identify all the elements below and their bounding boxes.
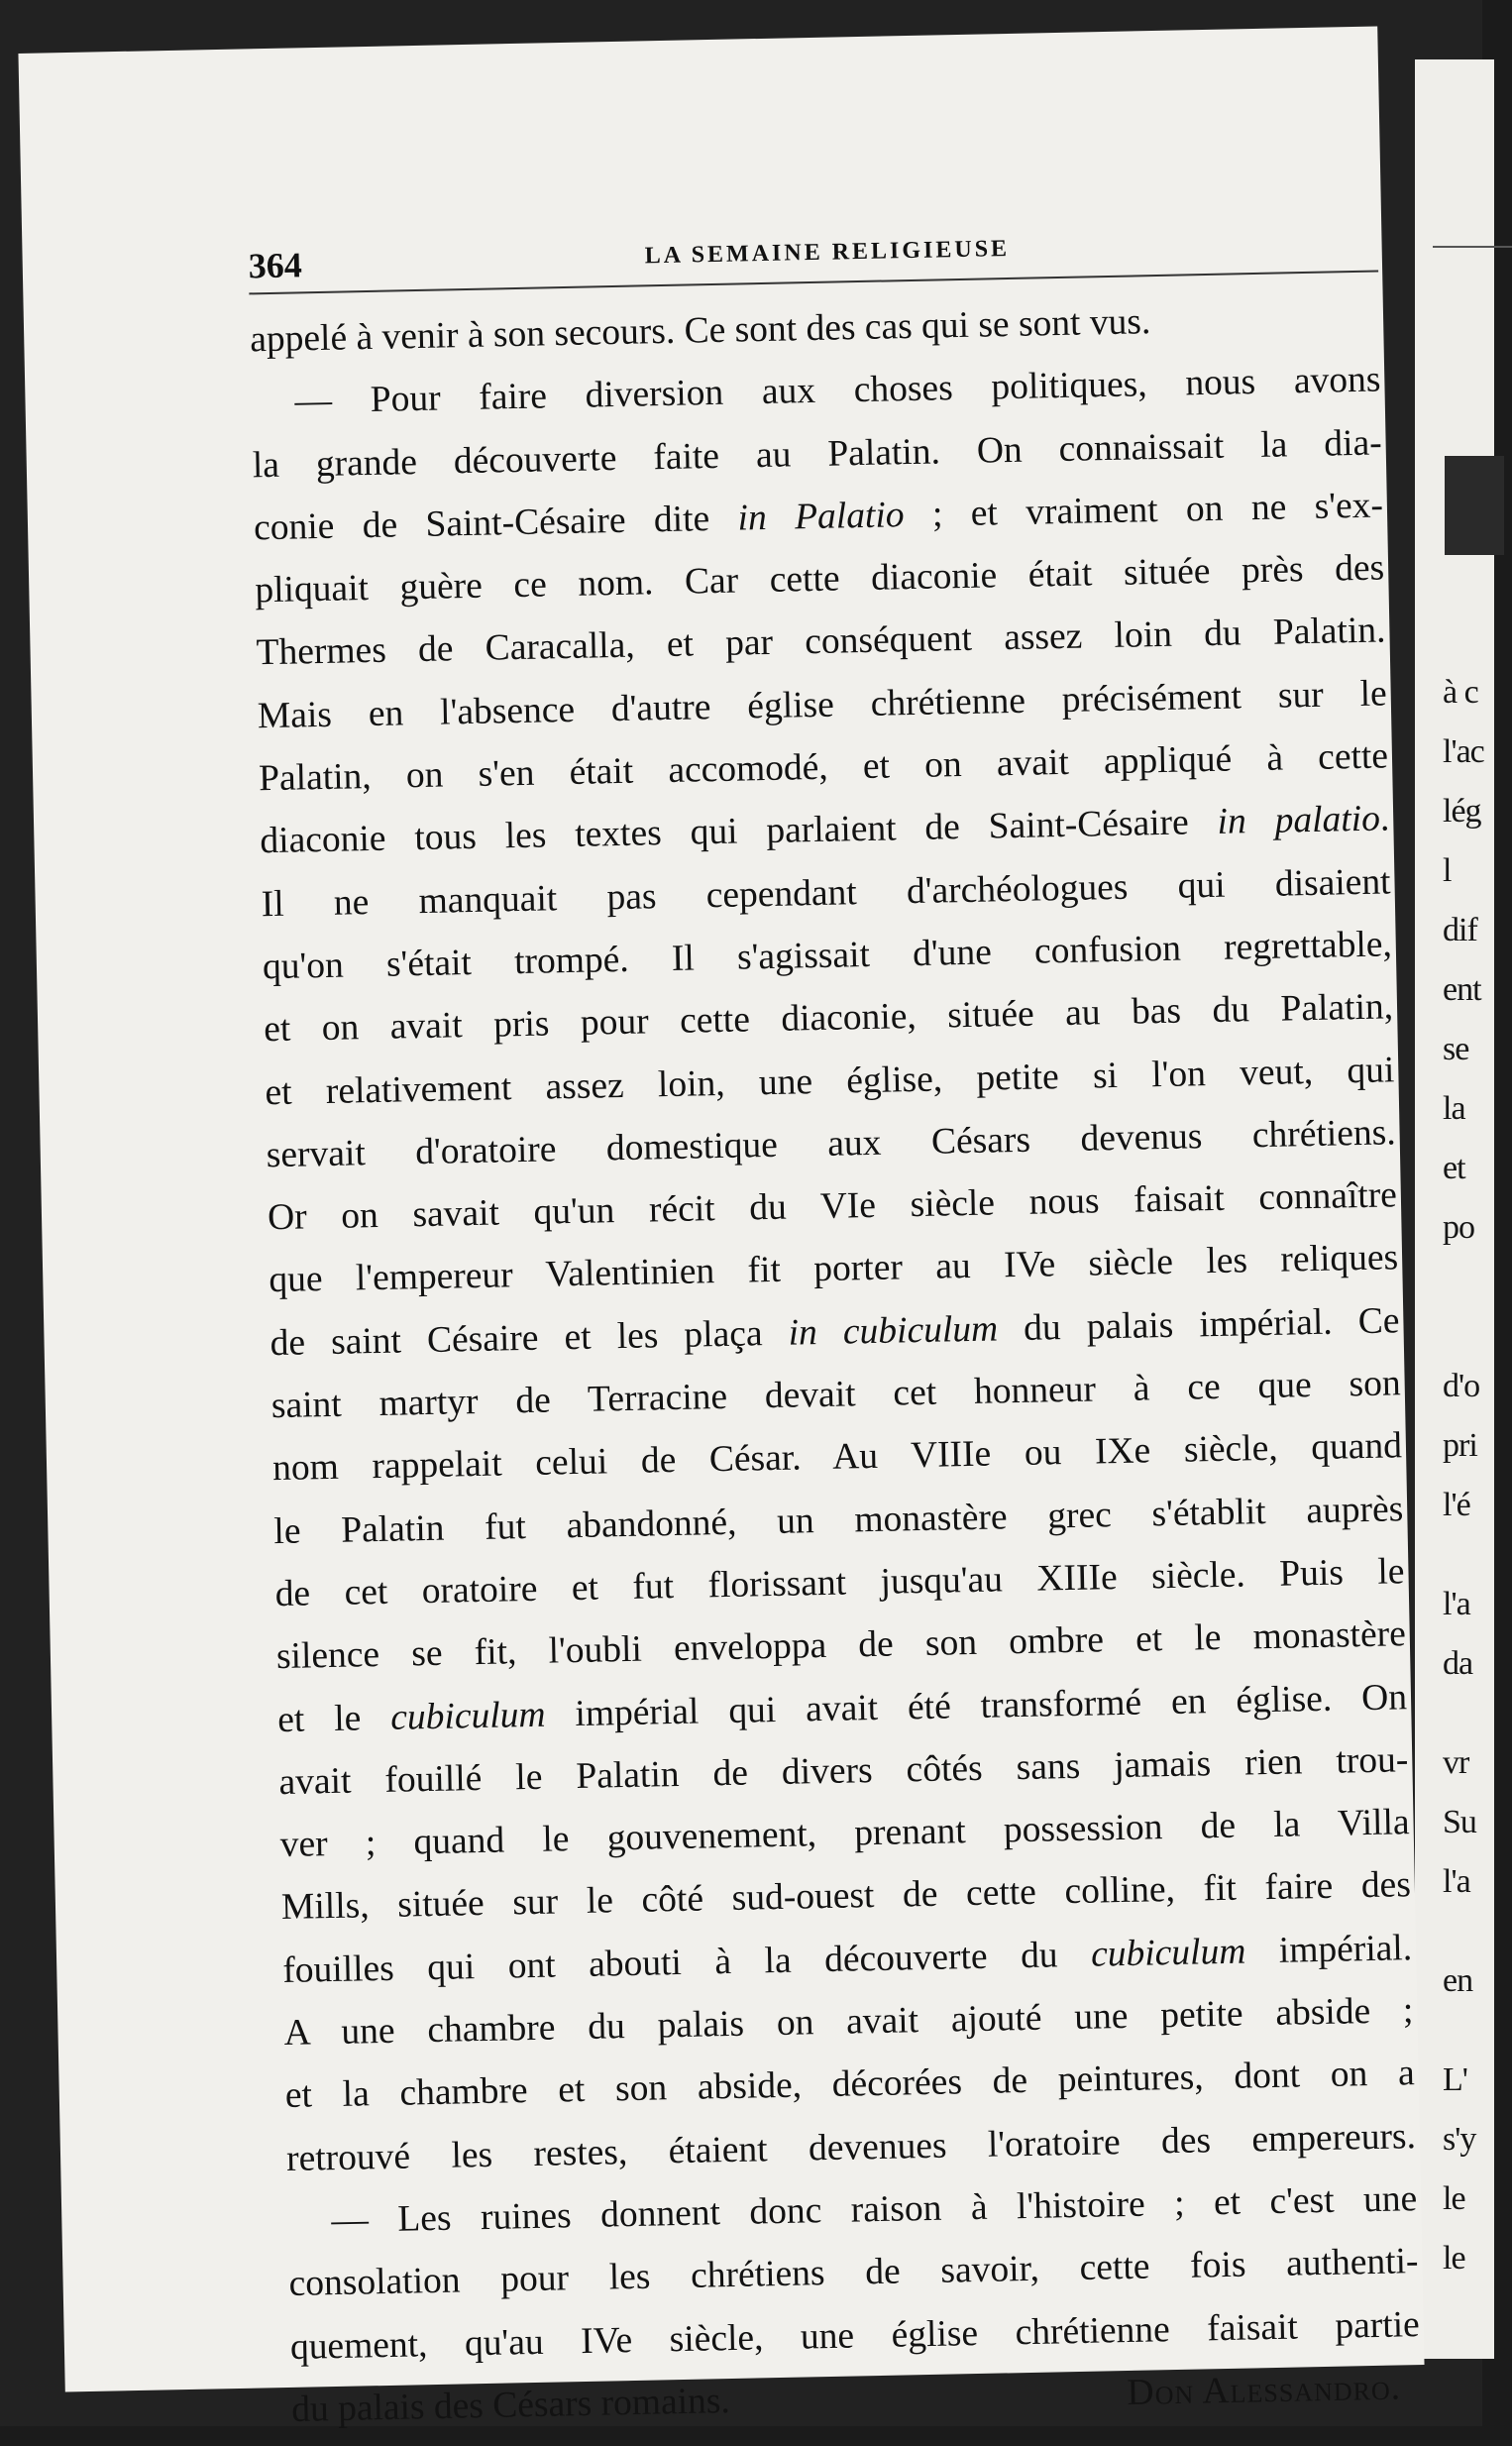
text-line: — Les ruines donnent donc raison à l'histoire ; et c'est une bbox=[330, 2178, 1418, 2242]
running-head: LA SEMAINE RELIGIEUSE bbox=[644, 235, 1011, 270]
adjacent-text-fragment: le bbox=[1443, 2180, 1465, 2217]
text-line: de saint Césaire et les plaça in cubiculum du palais impérial. Ce bbox=[270, 1300, 1400, 1364]
text-line: diaconie tous les textes qui parlaient de Saint-Césaire in palatio. bbox=[260, 798, 1390, 862]
adjacent-text-fragment: po bbox=[1443, 1209, 1474, 1246]
body-text bbox=[250, 285, 1422, 2441]
page-header bbox=[248, 222, 1388, 294]
text-line: silence se fit, l'oubli enveloppa de son ombre et le monastère bbox=[275, 1613, 1407, 1678]
adjacent-text-fragment: le bbox=[1443, 2240, 1465, 2277]
adjacent-text-fragment: lég bbox=[1443, 793, 1481, 830]
text-line: pliquait guère ce nom. Car cette diaconie était située près des bbox=[254, 547, 1385, 612]
text-line: Thermes de Caracalla, et par conséquent assez loin du Palatin. bbox=[256, 610, 1386, 674]
adjacent-text-fragment: en bbox=[1443, 1962, 1473, 1999]
text-line: — Pour faire diversion aux choses politiques, nous avons bbox=[294, 359, 1381, 422]
signature: Don Alessandro. bbox=[1127, 2367, 1402, 2413]
text-line: qu'on s'était trompé. Il s'agissait d'une confusion regrettable, bbox=[262, 924, 1393, 988]
adjacent-text-fragment: Su bbox=[1443, 1804, 1476, 1840]
text-line: appelé à venir à son secours. Ce sont des cas qui se sont vus. bbox=[249, 301, 1151, 361]
text-line: servait d'oratoire domestique aux Césars devenus chrétiens. bbox=[266, 1112, 1396, 1176]
text-line: et la chambre et son abside, décorées de peintures, dont on a bbox=[284, 2053, 1416, 2117]
page-number: 364 bbox=[248, 245, 303, 286]
text-line: et relativement assez loin, une église, petite si l'on veut, qui bbox=[265, 1049, 1395, 1113]
text-line: et le cubiculum impérial qui avait été transformé en église. On bbox=[276, 1676, 1408, 1740]
text-line: Mais en l'absence d'autre église chrétienne précisément sur le bbox=[257, 673, 1388, 737]
text-line: quement, qu'au IVe siècle, une église chrétienne faisait partie bbox=[289, 2303, 1421, 2368]
adjacent-text-fragment: l'é bbox=[1443, 1487, 1470, 1523]
book-page bbox=[18, 26, 1424, 2430]
text-line: retrouvé les restes, étaient devenues l'oratoire des empereurs. bbox=[285, 2115, 1417, 2179]
text-line: conie de Saint-Césaire dite in Palatio ; et vraiment on ne s'ex- bbox=[253, 485, 1384, 549]
adjacent-text-fragment: la bbox=[1443, 1090, 1465, 1127]
text-line: Or on savait qu'un récit du VIe siècle nous faisait connaître bbox=[267, 1174, 1398, 1239]
adjacent-text-fragment: dif bbox=[1443, 912, 1477, 948]
adjacent-text-fragment: d'o bbox=[1443, 1368, 1480, 1404]
text-line: saint martyr de Terracine devait cet honneur à ce que son bbox=[270, 1363, 1402, 1427]
text-line: et on avait pris pour cette diaconie, située au bas du Palatin, bbox=[263, 986, 1394, 1051]
adjacent-text-fragment: l bbox=[1443, 852, 1452, 889]
adjacent-page bbox=[1415, 59, 1494, 2359]
text-line: le Palatin fut abandonné, un monastère grec s'établit auprès bbox=[273, 1488, 1404, 1552]
text-line: consolation pour les chrétiens de savoir, cette fois authenti- bbox=[288, 2241, 1419, 2305]
text-line: avait fouillé le Palatin de divers côtés sans jamais rien trou- bbox=[278, 1739, 1409, 1803]
text-line: ver ; quand le gouvenement, prenant possession de la Villa bbox=[279, 1802, 1410, 1866]
adjacent-text-fragment: et bbox=[1443, 1150, 1465, 1186]
text-line: fouilles qui ont abouti à la découverte du cubiculum impérial. bbox=[281, 1927, 1413, 1991]
text-line: nom rappelait celui de César. Au VIIIe ou IXe siècle, quand bbox=[271, 1425, 1403, 1490]
adjacent-text-fragment: vr bbox=[1443, 1744, 1469, 1781]
adjacent-text-fragment: l'a bbox=[1443, 1863, 1470, 1900]
text-line: A une chambre du palais on avait ajouté une petite abside ; bbox=[283, 1990, 1414, 2055]
ornament-initial bbox=[1445, 456, 1504, 555]
adjacent-text-fragment: à c bbox=[1443, 674, 1478, 711]
text-line: du palais des Césars romains. Don Alessandro. bbox=[291, 2356, 1422, 2441]
adjacent-text-fragment: da bbox=[1443, 1645, 1473, 1682]
text-line: de cet oratoire et fut florissant jusqu'au XIIIe siècle. Puis le bbox=[274, 1551, 1405, 1615]
text-line: la grande découverte faite au Palatin. On connaissait la dia- bbox=[252, 422, 1383, 486]
adjacent-text-fragment: L' bbox=[1443, 2061, 1467, 2098]
adjacent-text-fragment: s'y bbox=[1443, 2121, 1476, 2158]
adjacent-text-fragment: l'a bbox=[1443, 1586, 1470, 1622]
adjacent-page-rule bbox=[1433, 246, 1512, 248]
adjacent-text-fragment: se bbox=[1443, 1031, 1469, 1067]
adjacent-text-fragment: l'ac bbox=[1443, 733, 1484, 770]
text-line: Mills, située sur le côté sud-ouest de cette colline, fit faire des bbox=[280, 1864, 1412, 1929]
adjacent-text-fragment: ent bbox=[1443, 971, 1481, 1008]
adjacent-text-fragment: pri bbox=[1443, 1427, 1477, 1464]
text-line: Palatin, on s'en était accomodé, et on avait appliqué à cette bbox=[258, 735, 1389, 800]
text-line: que l'empereur Valentinien fit porter au IVe siècle les reliques bbox=[268, 1237, 1399, 1301]
text-line: Il ne manquait pas cependant d'archéologues qui disaient bbox=[261, 861, 1391, 925]
